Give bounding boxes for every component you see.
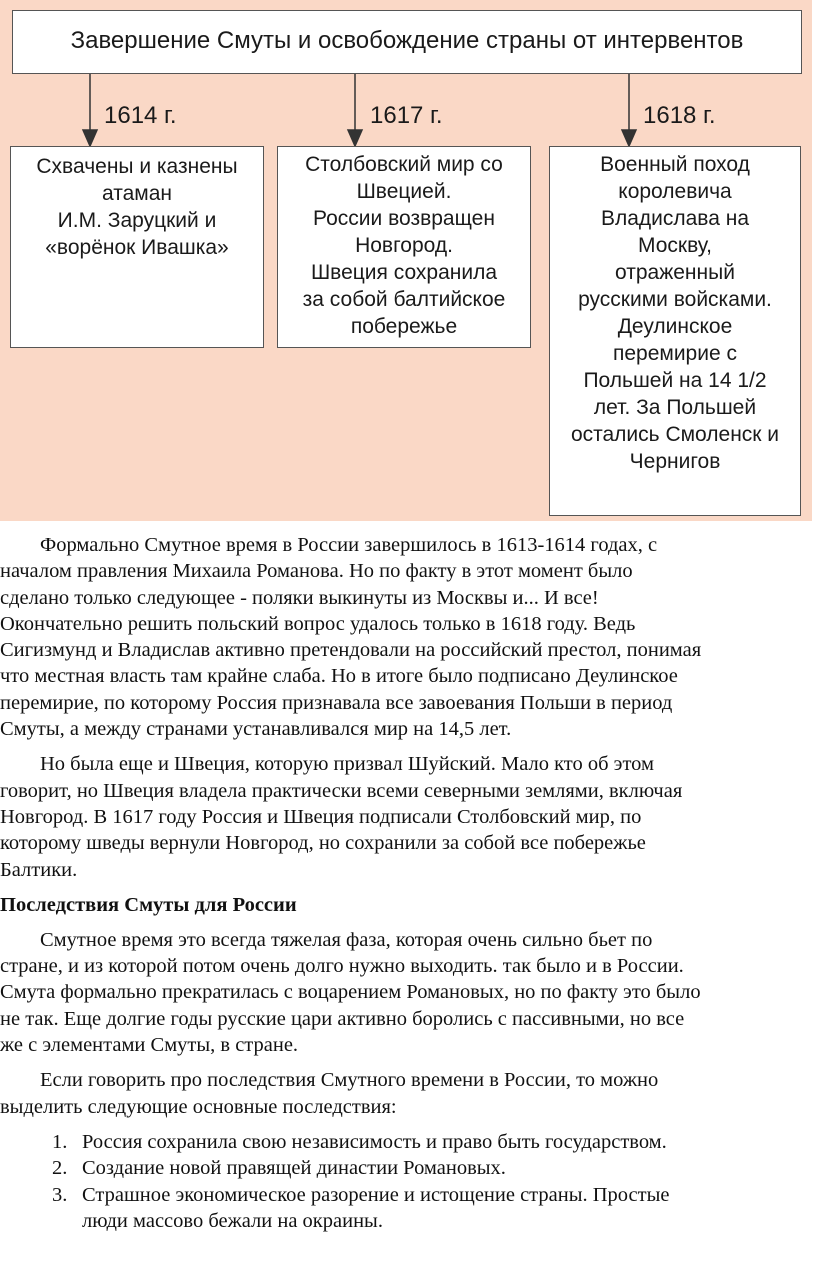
event-line: Чернигов bbox=[629, 450, 721, 473]
paragraph-sweden bbox=[0, 751, 816, 882]
text-line: стране, и из которой потом очень долго нужно выходить. так было и в России. bbox=[0, 955, 684, 978]
text-line: Окончательно решить польский вопрос удалось только в 1618 году. Ведь bbox=[0, 612, 636, 635]
event-line: Столбовский мир со bbox=[305, 153, 503, 176]
diagram-title: Завершение Смуты и освобождение страны от интервентов bbox=[12, 10, 802, 74]
paragraph-consequences-intro bbox=[0, 927, 816, 1058]
event-line: Польшей на 14 1/2 bbox=[583, 369, 767, 392]
text-line: сделано только следующее - поляки выкинуты из Москвы и... И все! bbox=[0, 586, 599, 609]
event-line: лет. За Польшей bbox=[593, 396, 757, 419]
event-box-1614 bbox=[10, 146, 264, 348]
event-line: перемирие с bbox=[612, 342, 737, 365]
event-line: атаман bbox=[102, 182, 172, 205]
year-label-1618: 1618 г. bbox=[643, 102, 716, 129]
text-line: что местная власть там крайне слаба. Но в итоге было подписано Деулинское bbox=[0, 665, 678, 688]
text-line: Смутное время это всегда тяжелая фаза, которая очень сильно бьет по bbox=[40, 928, 653, 951]
text-line: не так. Еще долгие годы русские цари активно боролись с пассивными, но все bbox=[0, 1007, 685, 1030]
event-line: остались Смоленск и bbox=[570, 423, 780, 446]
timeline-diagram bbox=[0, 0, 812, 521]
text-line: Смуты, а между странами устанавливался мир на 14,5 лет. bbox=[0, 718, 512, 741]
list-text: люди массово бежали на окраины. bbox=[82, 1209, 383, 1232]
paragraph-consequences-lead bbox=[0, 1067, 816, 1120]
event-line: Владислава на bbox=[600, 207, 750, 230]
event-line: Схвачены и казнены bbox=[36, 155, 238, 178]
list-number: 3. bbox=[52, 1183, 68, 1206]
text-line: Формально Смутное время в России завершилось в 1613-1614 годах, с bbox=[40, 534, 658, 556]
text-line: началом правления Михаила Романова. Но по факту в этот момент было bbox=[0, 560, 633, 583]
event-line: Москву, bbox=[637, 234, 713, 257]
event-line: побережье bbox=[350, 315, 458, 338]
event-line: Швецией. bbox=[356, 180, 452, 203]
list-item bbox=[0, 1129, 816, 1155]
text-line: Но была еще и Швеция, которую призвал Шуйский. Мало кто об этом bbox=[40, 753, 654, 776]
event-box-1617 bbox=[277, 146, 531, 348]
list-number: 1. bbox=[52, 1130, 68, 1153]
document-body bbox=[0, 532, 816, 1234]
event-line: королевича bbox=[618, 180, 732, 203]
event-line: Швеция сохранила bbox=[310, 261, 498, 284]
event-line: за собой балтийское bbox=[302, 288, 506, 311]
event-line: отраженный bbox=[615, 261, 735, 284]
event-line: Новгород. bbox=[355, 234, 453, 257]
text-line: говорит, но Швеция владела практически всеми северными землями, включая bbox=[0, 779, 683, 802]
list-text: Создание новой правящей династии Романовых. bbox=[82, 1157, 506, 1180]
year-label-1614: 1614 г. bbox=[104, 102, 177, 129]
event-line: «ворёнок Ивашка» bbox=[45, 236, 229, 259]
list-item bbox=[0, 1182, 816, 1208]
event-box-1618 bbox=[549, 146, 801, 516]
paragraph-end-of-troubles bbox=[0, 532, 816, 742]
list-number: 2. bbox=[52, 1157, 68, 1180]
text-line: Сигизмунд и Владислав активно претендовали на российский престол, понимая bbox=[0, 639, 702, 662]
text-line: же с элементами Смуты, в стране. bbox=[0, 1034, 299, 1057]
list-item-continuation bbox=[0, 1208, 816, 1234]
event-line: Военный поход bbox=[600, 153, 750, 176]
section-heading: Последствия Смуты для России bbox=[0, 893, 297, 916]
list-text: Страшное экономическое разорение и истощение страны. Простые bbox=[82, 1183, 670, 1206]
list-text: Россия сохранила свою независимость и право быть государством. bbox=[82, 1130, 667, 1153]
event-line: И.М. Заруцкий и bbox=[57, 209, 217, 232]
text-line: Смута формально прекратилась с воцарением Романовых, но по факту это было bbox=[0, 981, 701, 1004]
year-label-1617: 1617 г. bbox=[370, 102, 443, 129]
consequences-list bbox=[0, 1129, 816, 1234]
event-line: Деулинское bbox=[617, 315, 733, 338]
text-line: которому шведы вернули Новгород, но сохранили за собой все побережье bbox=[0, 832, 646, 855]
text-line: Балтики. bbox=[0, 858, 78, 881]
text-line: выделить следующие основные последствия: bbox=[0, 1095, 397, 1118]
text-line: Новгород. В 1617 году Россия и Швеция подписали Столбовский мир, по bbox=[0, 805, 642, 828]
list-item bbox=[0, 1155, 816, 1181]
event-line: России возвращен bbox=[313, 207, 495, 230]
text-line: перемирие, по которому Россия признавала все завоевания Польши в период bbox=[0, 691, 673, 714]
text-line: Если говорить про последствия Смутного времени в России, то можно bbox=[40, 1069, 659, 1092]
event-line: русскими войсками. bbox=[578, 288, 772, 311]
